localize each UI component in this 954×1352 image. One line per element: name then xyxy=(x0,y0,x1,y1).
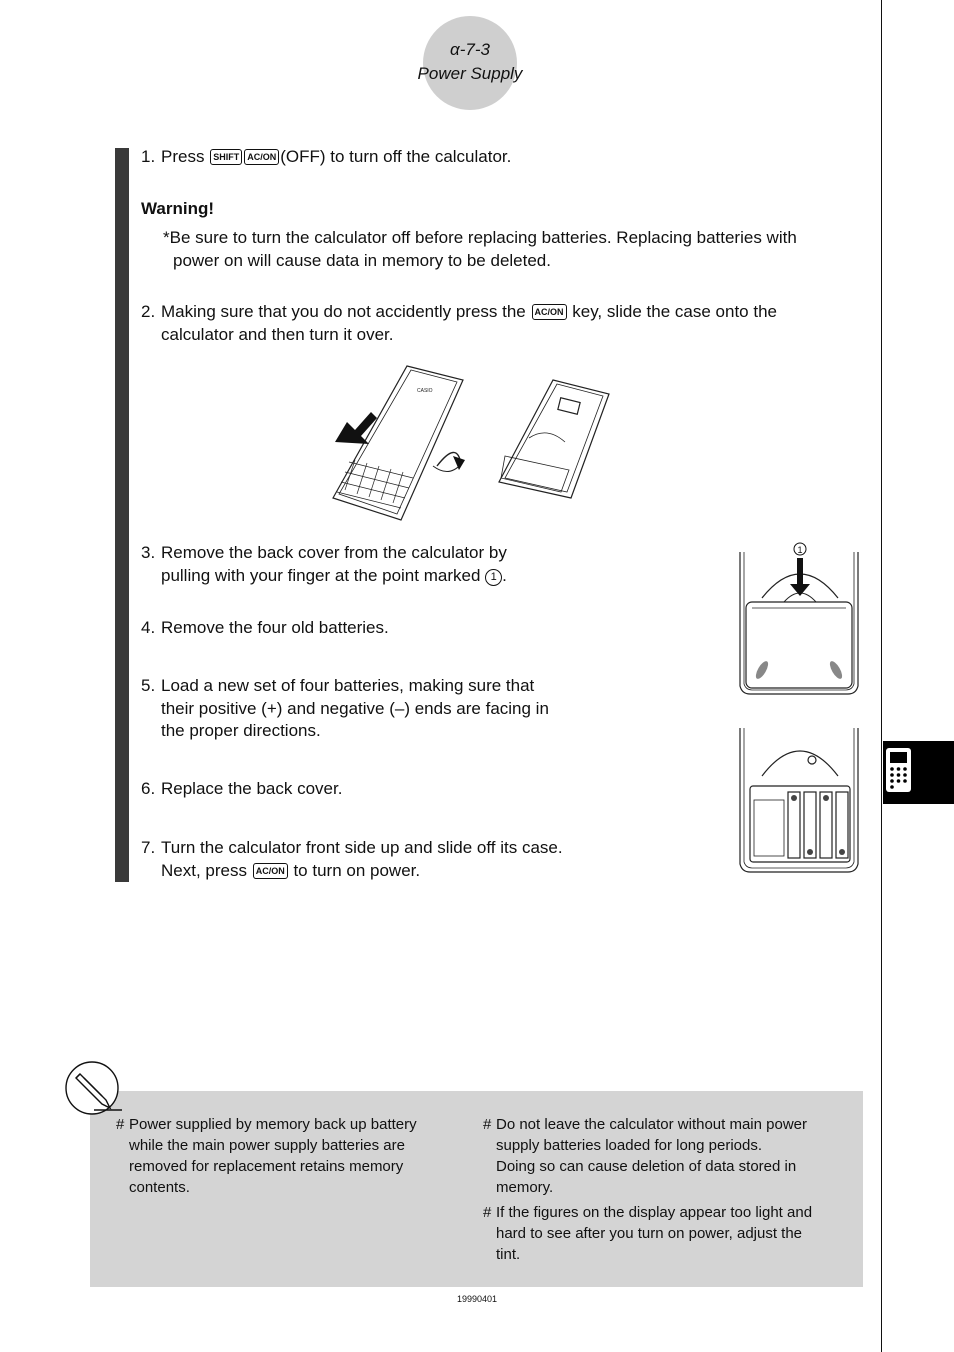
cover-marker-label: 1 xyxy=(797,545,803,555)
chapter-tab xyxy=(883,741,954,804)
step-3: 3. Remove the back cover from the calculator by xyxy=(141,543,507,562)
step-5: 5. Load a new set of four batteries, making sure that xyxy=(141,676,535,695)
step-7: 7. Turn the calculator front side up and slide off its case. xyxy=(141,838,563,857)
step-7-line-2: Next, press AC/ON to turn on power. xyxy=(161,861,421,880)
step-5-line-3: the proper directions. xyxy=(161,721,321,740)
warning-line-2: power on will cause data in memory to be deleted. xyxy=(173,251,551,270)
step-4: 4. Remove the four old batteries. xyxy=(141,618,389,637)
note-right-1: # Do not leave the calculator without main power supply batteries loaded for long periods. Doing so can cause deletion of data stored in memory. xyxy=(483,1116,808,1196)
calculator-icon xyxy=(883,741,954,804)
right-margin-rule xyxy=(881,0,882,1352)
step-2-line-2: calculator and then turn it over. xyxy=(161,325,394,344)
marker-1-icon: 1 xyxy=(485,569,502,586)
section-code: α-7-3 xyxy=(450,40,490,59)
section-bar xyxy=(115,148,129,882)
step-6: 6. Replace the back cover. xyxy=(141,779,343,798)
back-cover-figure xyxy=(736,540,862,696)
case-slide-figure xyxy=(325,360,625,525)
battery-compartment-figure xyxy=(736,726,862,874)
note-right-2: # If the figures on the display appear too light and hard to see after you turn on power, adjust the tint. xyxy=(483,1204,813,1263)
acon-key-icon: AC/ON xyxy=(253,863,288,879)
page-title: Power Supply xyxy=(417,64,523,83)
step-2: 2. Making sure that you do not accidently press the AC/ON key, slide the case onto the xyxy=(141,302,777,321)
footer-code: 19990401 xyxy=(456,1294,498,1304)
pencil-note-icon xyxy=(64,1060,122,1116)
step-3-line-2: pulling with your finger at the point marked 1 . xyxy=(161,566,507,585)
acon-key-icon: AC/ON xyxy=(532,304,567,320)
acon-key-icon: AC/ON xyxy=(244,149,279,165)
warning-line-1: *Be sure to turn the calculator off before replacing batteries. Replacing batteries with xyxy=(163,228,797,247)
brand-label: CASIO xyxy=(417,388,433,394)
note-left: # Power supplied by memory back up battery while the main power supply batteries are removed for replacement retains memory contents. xyxy=(116,1116,417,1196)
header-circle xyxy=(423,16,517,110)
step-1: 1. Press SHIFT AC/ON (OFF) to turn off the calculator. xyxy=(141,147,512,166)
step-number: 1. xyxy=(141,147,156,166)
shift-key-icon: SHIFT xyxy=(210,149,242,165)
step-5-line-2: their positive (+) and negative (–) ends are facing in xyxy=(161,699,549,718)
warning-title: Warning! xyxy=(141,199,215,218)
